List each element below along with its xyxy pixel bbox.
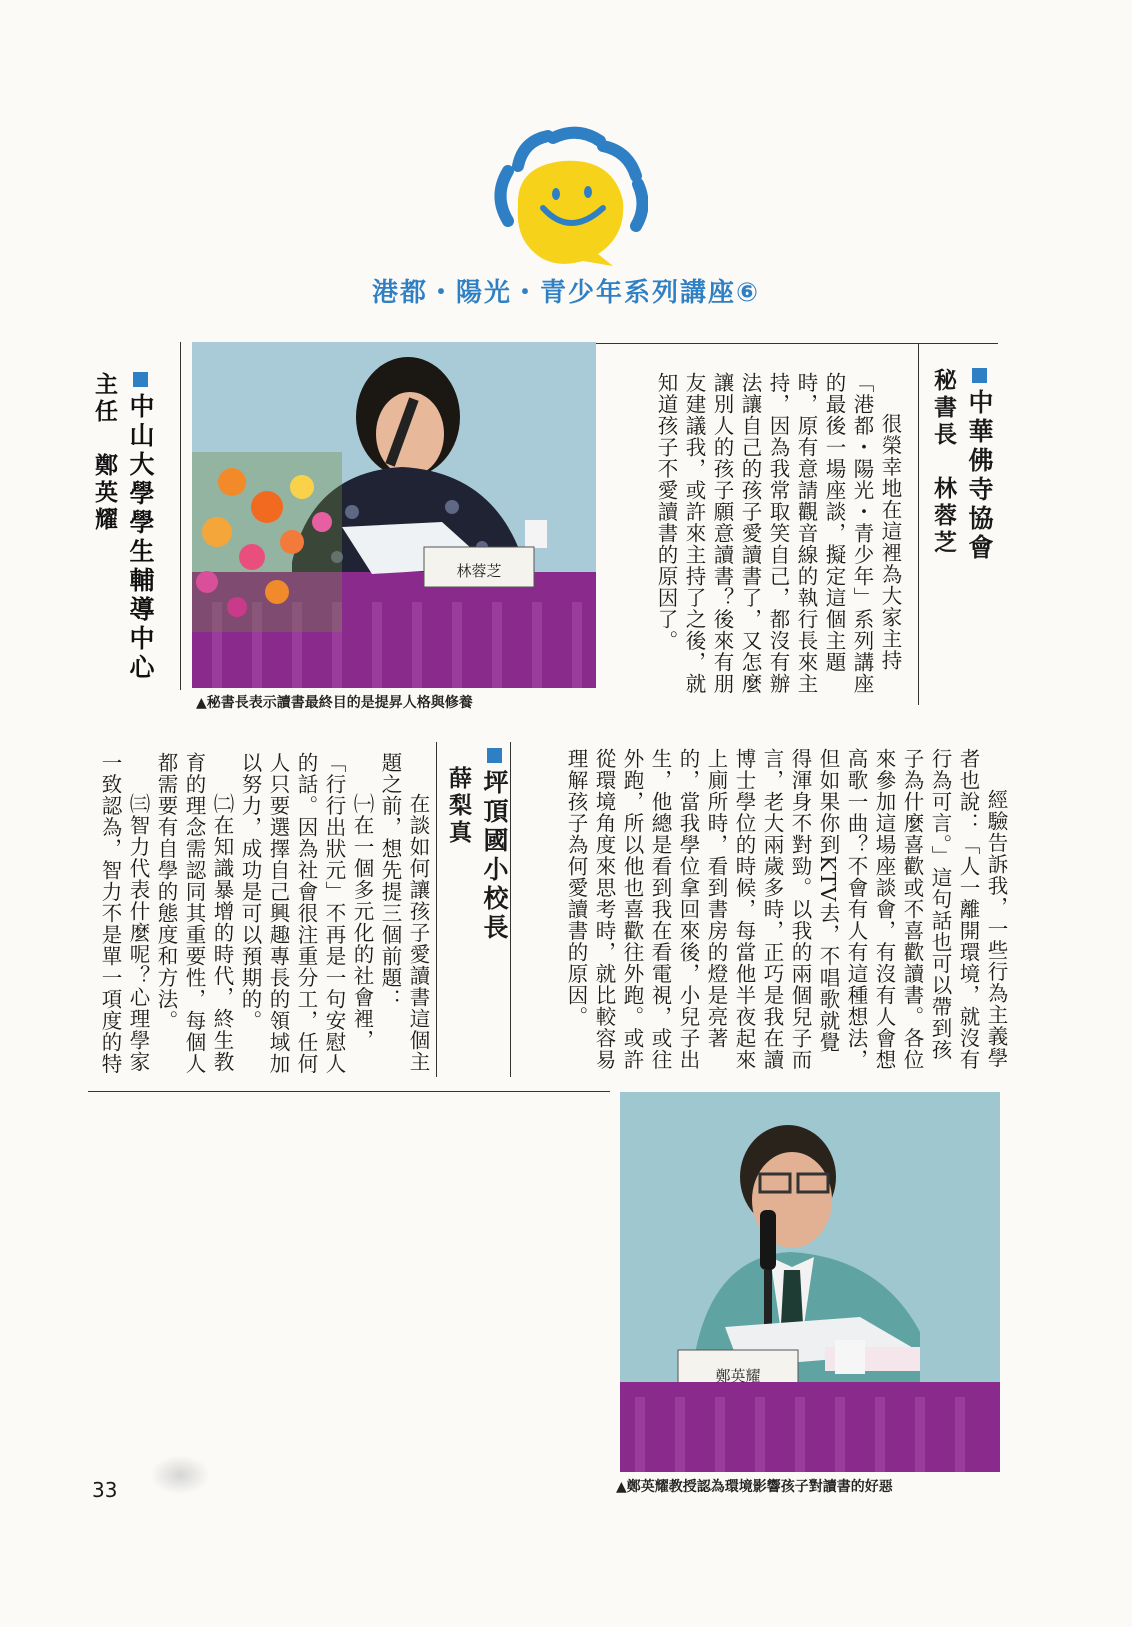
- photo2-caption: ▲鄭英耀教授認為環境影響孩子對讀書的好惡: [616, 1479, 893, 1495]
- speaker2-paragraph-2: ㈠在一個多元化的社會裡，「行行出狀元」不再是一句安慰人的話。因為社會很注重分工，任何人只要選擇自己興趣專長的領域加以努力，成功是可以預期的。: [238, 752, 374, 1075]
- divider-speaker2-text: [436, 742, 437, 1077]
- sunshine-logo: [488, 126, 648, 276]
- photo1-caption: ▲秘書長表示讀書最終目的是提昇人格與修養: [196, 695, 473, 711]
- speaker2-paragraph-3: ㈡在知識暴增的時代，終生教育的理念需認同其重要性，每個人都需要有自學的態度和方法。: [154, 752, 234, 1075]
- photo-speaker-lin: [192, 342, 596, 688]
- speaker1-paragraph-1: 很榮幸地在這裡為大家主持「港都・陽光・青少年」系列講座的最後一場座談，擬定這個主題時，原有意請觀音線的執行長來主持，因為我常取笑自己，都沒有辦法讓自己的孩子愛讀書了，又怎麼讓別人的孩子願意讀書？後來有朋友建議我，或許來主持了之後，就知道孩子不愛讀書的原因了。: [654, 372, 902, 695]
- speaker1-org: 中華佛寺協會: [965, 389, 994, 563]
- series-title: 港都・陽光・青少年系列講座⑥: [371, 278, 760, 308]
- speaker1-continued-text: [520, 748, 1010, 1073]
- top-rule: [596, 343, 998, 344]
- speaker1-intro-text: [614, 372, 904, 700]
- speaker1-role-name: 秘書長 林蓉芝: [930, 368, 956, 557]
- bullet-square-icon: [972, 368, 987, 383]
- speaker3-org: 中山大學學生輔導中心: [126, 393, 155, 683]
- bullet-square-icon: [487, 748, 502, 763]
- speaker2-org: 坪頂國小校長: [480, 769, 509, 943]
- speaker3-heading: [86, 372, 158, 702]
- photo-speaker-cheng: [620, 1092, 1000, 1472]
- bottom-rule: [88, 1091, 610, 1092]
- speaker2-paragraph-4: ㈢智力代表什麼呢？心理學家一致認為，智力不是單一項度的特: [98, 752, 150, 1075]
- nameplate-cheng: 鄭英耀: [715, 1367, 761, 1385]
- speaker1-paragraph-2: 經驗告訴我，一些行為主義學者也說：「人一離開環境，就沒有行為可言。」這句話也可以帶到孩子為什麼喜歡或不喜歡讀書。各位來參加這場座談會，有沒有人會想高歌一曲？不會有人有這種想法，但如果你到KTV去，不唱歌就覺得渾身不對勁。以我的兩個兒子而言，老大兩歲多時，正巧是我在讀博士學位的時候，每當他半夜起來上廁所時，看到書房的燈是亮著的，當我學位拿回來後，小兒子出生，他總是看到我在看電視，或往外跑，所以他也喜歡往外跑。或許從環境角度來思考時，就比較容易理解孩子為何愛讀書的原因。: [564, 748, 1008, 1071]
- nameplate-lin: 林蓉芝: [456, 562, 502, 580]
- speaker2-name: 薛梨真: [445, 766, 471, 847]
- speaker1-heading: [925, 368, 997, 698]
- divider-speaker3: [180, 342, 181, 690]
- speaker2-text: [82, 752, 432, 1077]
- divider-speaker1: [918, 343, 919, 705]
- speaker2-paragraph-1: 在談如何讓孩子愛讀書這個主題之前，想先提三個前題：: [378, 752, 430, 1073]
- speaker2-heading: [440, 748, 512, 1078]
- speaker3-role-name: 主任 鄭英耀: [91, 372, 117, 534]
- page-number: 33: [92, 1478, 118, 1502]
- paper-smudge: [150, 1455, 210, 1495]
- bullet-square-icon: [133, 372, 148, 387]
